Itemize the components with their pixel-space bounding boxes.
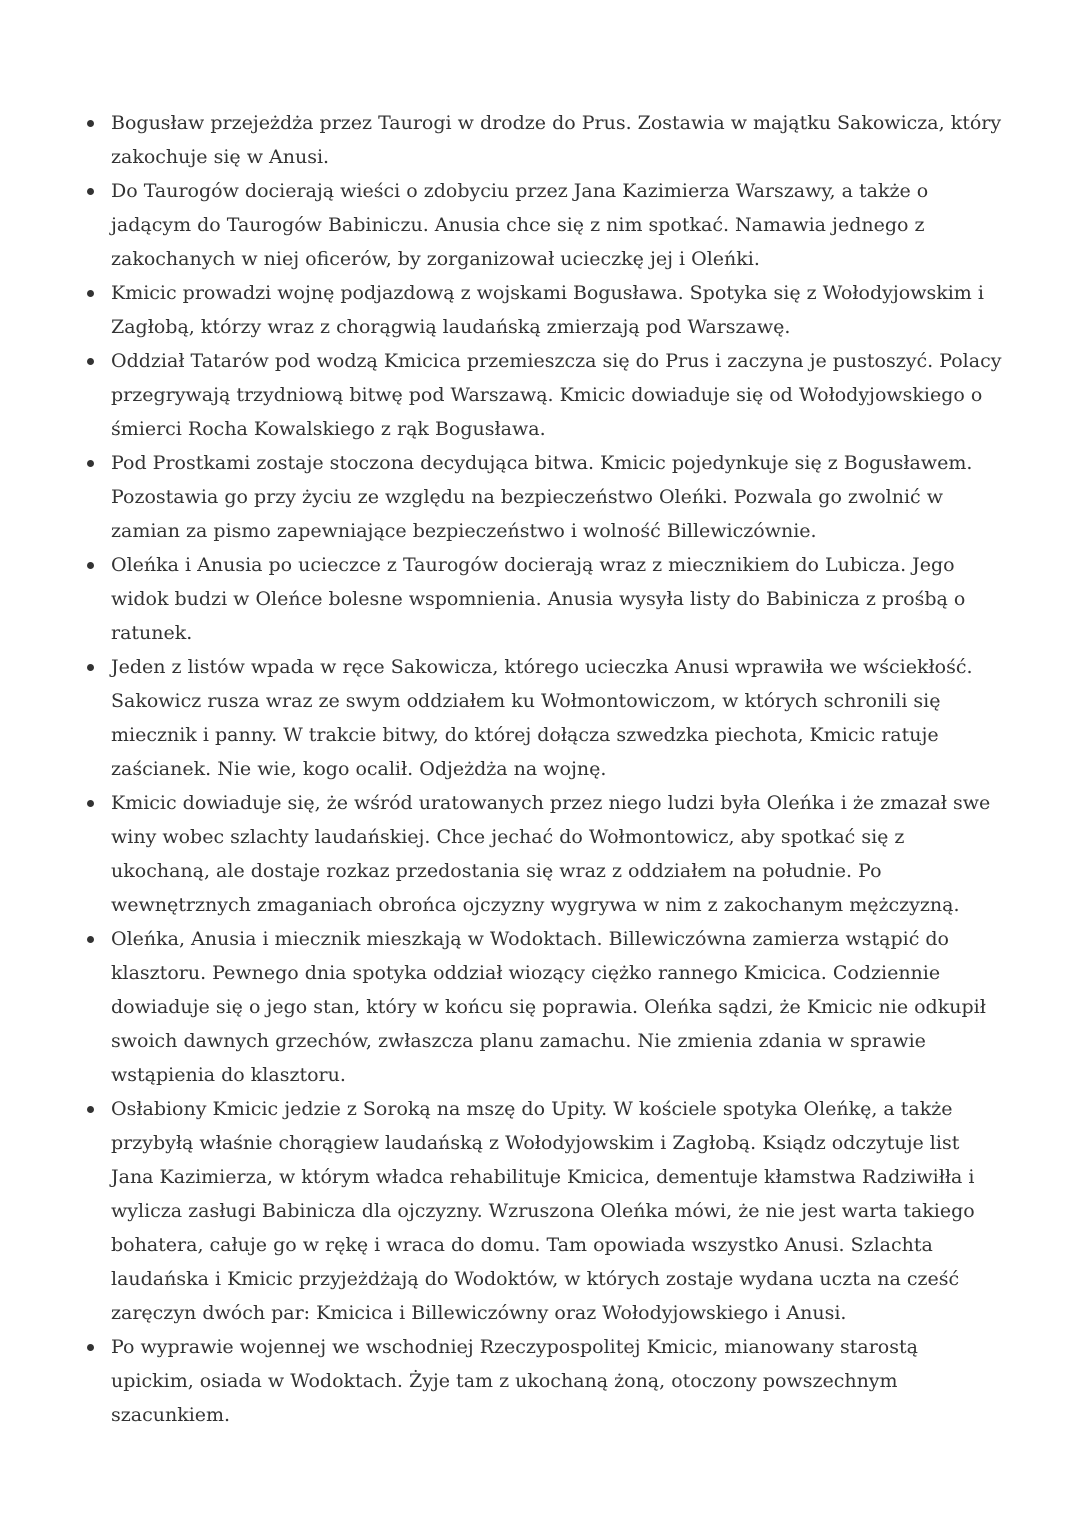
- bullet-list: [86, 106, 1004, 1432]
- list-item: Kmicic prowadzi wojnę podjazdową z wojskami Bogusława. Spotyka się z Wołodyjowskim i Zagłobą, którzy wraz z chorągwią laudańską zmierzają pod Warszawę.: [86, 276, 1004, 344]
- list-item: Po wyprawie wojennej we wschodniej Rzeczypospolitej Kmicic, mianowany starostą upickim, osiada w Wodoktach. Żyje tam z ukochaną żoną, otoczony powszechnym szacunkiem.: [86, 1330, 1004, 1432]
- list-item: Oleńka i Anusia po ucieczce z Taurogów docierają wraz z miecznikiem do Lubicza. Jego widok budzi w Oleńce bolesne wspomnienia. Anusia wysyła listy do Babinicza z prośbą o ratunek.: [86, 548, 1004, 650]
- list-item: Bogusław przejeżdża przez Taurogi w drodze do Prus. Zostawia w majątku Sakowicza, który zakochuje się w Anusi.: [86, 106, 1004, 174]
- list-item: Jeden z listów wpada w ręce Sakowicza, którego ucieczka Anusi wprawiła we wściekłość. Sakowicz rusza wraz ze swym oddziałem ku Wołmontowiczom, w których schronili się miecznik i panny. W trakcie bitwy, do której dołącza szwedzka piechota, Kmicic ratuje zaścianek. Nie wie, kogo ocalił. Odjeżdża na wojnę.: [86, 650, 1004, 786]
- list-item: Osłabiony Kmicic jedzie z Soroką na mszę do Upity. W kościele spotyka Oleńkę, a także przybyłą właśnie chorągiew laudańską z Wołodyjowskim i Zagłobą. Ksiądz odczytuje list Jana Kazimierza, w którym władca rehabilituje Kmicica, dementuje kłamstwa Radziwiłła i wylicza zasługi Babinicza dla ojczyzny. Wzruszona Oleńka mówi, że nie jest warta takiego bohatera, całuje go w rękę i wraca do domu. Tam opowiada wszystko Anusi. Szlachta laudańska i Kmicic przyjeżdżają do Wodoktów, w których zostaje wydana uczta na cześć zaręczyn dwóch par: Kmicica i Billewiczówny oraz Wołodyjowskiego i Anusi.: [86, 1092, 1004, 1330]
- list-item: Do Taurogów docierają wieści o zdobyciu przez Jana Kazimierza Warszawy, a także o jadącym do Taurogów Babiniczu. Anusia chce się z nim spotkać. Namawia jednego z zakochanych w niej oficerów, by zorganizował ucieczkę jej i Oleńki.: [86, 174, 1004, 276]
- list-item: Kmicic dowiaduje się, że wśród uratowanych przez niego ludzi była Oleńka i że zmazał swe winy wobec szlachty laudańskiej. Chce jechać do Wołmontowicz, aby spotkać się z ukochaną, ale dostaje rozkaz przedostania się wraz z oddziałem na południe. Po wewnętrznych zmaganiach obrońca ojczyzny wygrywa w nim z zakochanym mężczyzną.: [86, 786, 1004, 922]
- list-item: Oddział Tatarów pod wodzą Kmicica przemieszcza się do Prus i zaczyna je pustoszyć. Polacy przegrywają trzydniową bitwę pod Warszawą. Kmicic dowiaduje się od Wołodyjowskiego o śmierci Rocha Kowalskiego z rąk Bogusława.: [86, 344, 1004, 446]
- list-item: Oleńka, Anusia i miecznik mieszkają w Wodoktach. Billewiczówna zamierza wstąpić do klasztoru. Pewnego dnia spotyka oddział wiozący ciężko rannego Kmicica. Codziennie dowiaduje się o jego stan, który w końcu się poprawia. Oleńka sądzi, że Kmicic nie odkupił swoich dawnych grzechów, zwłaszcza planu zamachu. Nie zmienia zdania w sprawie wstąpienia do klasztoru.: [86, 922, 1004, 1092]
- list-item: Pod Prostkami zostaje stoczona decydująca bitwa. Kmicic pojedynkuje się z Bogusławem. Pozostawia go przy życiu ze względu na bezpieczeństwo Oleńki. Pozwala go zwolnić w zamian za pismo zapewniające bezpieczeństwo i wolność Billewiczównie.: [86, 446, 1004, 548]
